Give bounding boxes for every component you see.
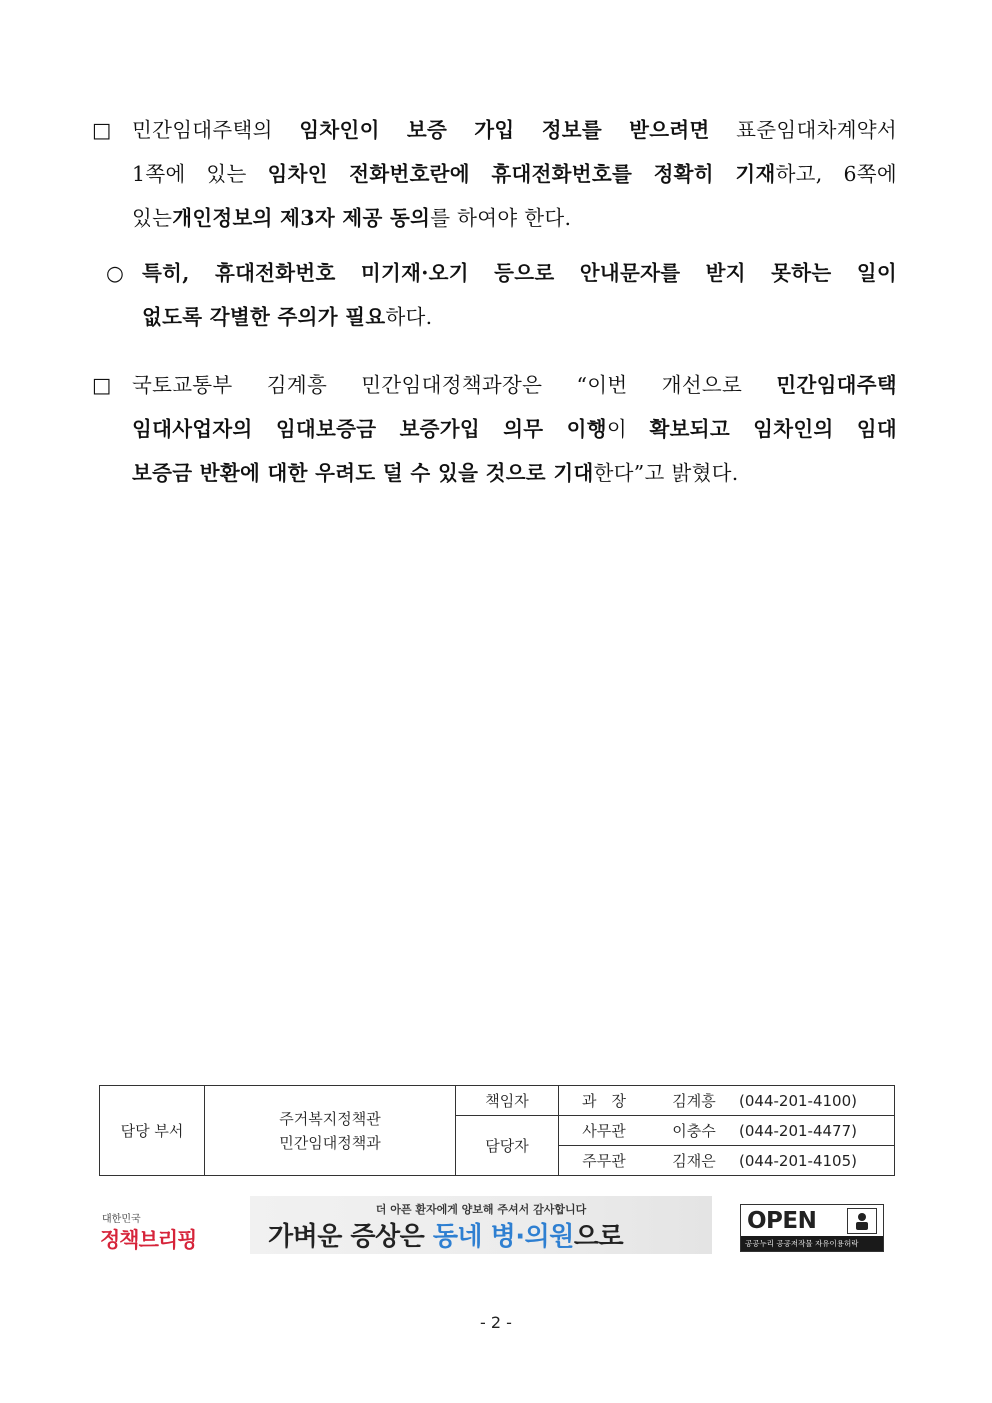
para3-line2: 임대사업자의 임대보증금 보증가입 의무 이행이 확보되고 임차인의 임대 bbox=[132, 417, 897, 441]
table-row bbox=[100, 1086, 895, 1116]
person-icon bbox=[847, 1208, 877, 1234]
para2-line2: 없도록 각별한 주의가 필요 하다. bbox=[142, 305, 433, 329]
campaign-banner[interactable]: 더 아픈 환자에게 양보해 주셔서 감사합니다 가벼운 증상은 동네 병·의원으로 bbox=[250, 1196, 712, 1254]
position-cell: 주무관 bbox=[559, 1146, 650, 1176]
name-cell: 김재은 bbox=[649, 1146, 739, 1176]
phone-cell: (044-201-4105) bbox=[739, 1146, 895, 1176]
para2-line1: ○ 특히, 휴대전화번호 미기재·오기 등으로 안내문자를 받지 못하는 일이 bbox=[92, 258, 897, 302]
position-cell: 사무관 bbox=[559, 1116, 650, 1146]
dept-names: 주거복지정책관 민간임대정책과 bbox=[205, 1086, 456, 1176]
contact-table bbox=[99, 1085, 895, 1176]
circle-bullet-icon: ○ bbox=[106, 261, 125, 285]
open-license-badge[interactable]: OPEN 공공누리 공공저작물 자유이용허락 bbox=[740, 1204, 884, 1252]
paragraph-guarantee-info bbox=[92, 115, 897, 247]
position-cell: 과 장 bbox=[559, 1086, 650, 1116]
name-cell: 김계흥 bbox=[649, 1086, 739, 1116]
paragraph-quote bbox=[92, 370, 897, 502]
policy-briefing-logo[interactable]: 대한민국 정책브리핑 bbox=[100, 1214, 197, 1252]
para1-line3: 있는 개인정보의 제3자 제공 동의 를 하여야 한다. bbox=[132, 206, 572, 230]
phone-cell: (044-201-4477) bbox=[739, 1116, 895, 1146]
dept-label: 담당 부서 bbox=[100, 1086, 205, 1176]
phone-cell: (044-201-4100) bbox=[739, 1086, 895, 1116]
square-bullet-icon: □ bbox=[92, 118, 112, 142]
para1-line2: 1쪽에 있는 임차인 전화번호란에 휴대전화번호를 정확히 기재하고, 6쪽에 bbox=[132, 162, 898, 186]
para3-line1: □ 국토교통부 김계흥 민간임대정책과장은 “이번 개선으로 민간임대주택 bbox=[92, 370, 897, 414]
paragraph-caution bbox=[92, 258, 897, 346]
square-bullet-icon: □ bbox=[92, 373, 112, 397]
role-staff: 담당자 bbox=[456, 1116, 559, 1176]
page-number: - 2 - bbox=[480, 1313, 512, 1332]
para3-line3: 보증금 반환에 대한 우려도 덜 수 있을 것으로 기대 한다”고 밝혔다. bbox=[132, 461, 739, 485]
para1-line1: □ 민간임대주택의 임차인이 보증 가입 정보를 받으려면 표준임대차계약서 bbox=[92, 115, 897, 159]
name-cell: 이충수 bbox=[649, 1116, 739, 1146]
role-head: 책임자 bbox=[456, 1086, 559, 1116]
